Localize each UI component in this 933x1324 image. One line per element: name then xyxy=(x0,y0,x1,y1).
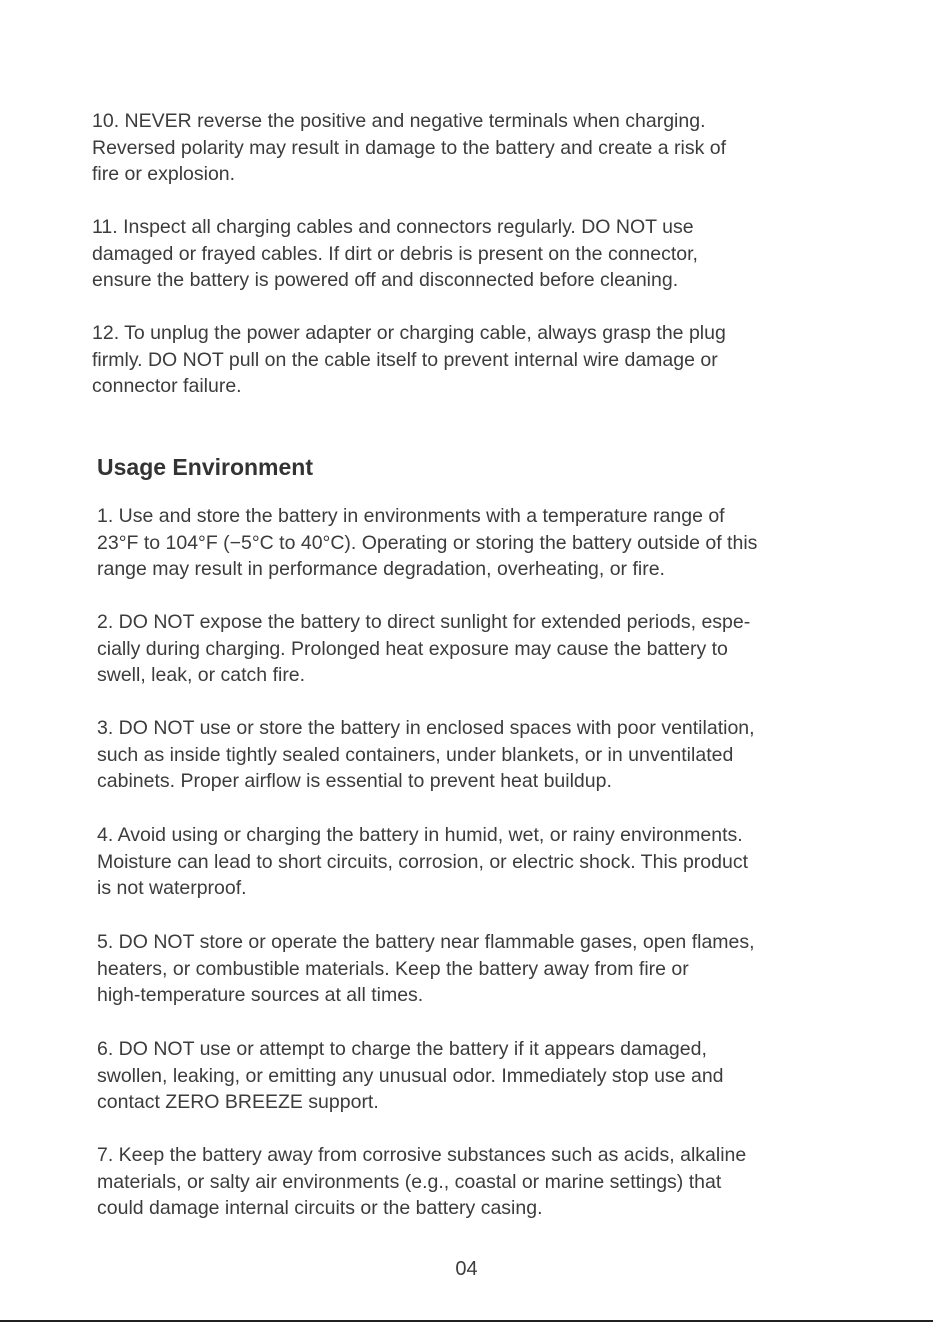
text-line: could damage internal circuits or the battery casing. xyxy=(97,1197,543,1219)
text-line: firmly. DO NOT pull on the cable itself to prevent internal wire damage or xyxy=(92,348,718,371)
charging-item-11 xyxy=(92,214,698,294)
text-line: swell, leak, or catch fire. xyxy=(97,664,306,686)
text-line: 6. DO NOT use or attempt to charge the battery if it appears damaged, xyxy=(97,1038,707,1060)
text-line: 7. Keep the battery away from corrosive substances such as acids, alkaline xyxy=(97,1144,747,1166)
text-line: heaters, or combustible materials. Keep the battery away from fire or xyxy=(97,957,689,980)
text-line: 10. NEVER reverse the positive and negative terminals when charging. xyxy=(92,110,706,132)
text-line: such as inside tightly sealed containers, under blankets, or in unventilated xyxy=(97,743,734,766)
text-line: 5. DO NOT store or operate the battery near flammable gases, open flames, xyxy=(97,931,755,953)
usage-item-7 xyxy=(97,1142,746,1222)
text-line: cabinets. Proper airflow is essential to prevent heat buildup. xyxy=(97,770,612,792)
text-line: 11. Inspect all charging cables and connectors regularly. DO NOT use xyxy=(92,216,694,238)
text-line: 12. To unplug the power adapter or charging cable, always grasp the plug xyxy=(92,322,726,344)
usage-item-4 xyxy=(97,822,748,902)
text-line: 1. Use and store the battery in environments with a temperature range of xyxy=(97,505,725,527)
text-line: 2. DO NOT expose the battery to direct sunlight for extended periods, espe- xyxy=(97,611,751,633)
text-line: Moisture can lead to short circuits, corrosion, or electric shock. This product xyxy=(97,850,748,873)
text-line: contact ZERO BREEZE support. xyxy=(97,1091,379,1113)
usage-item-3 xyxy=(97,715,755,795)
text-line: connector failure. xyxy=(92,375,242,397)
charging-item-12 xyxy=(92,320,726,400)
text-line: 23°F to 104°F (−5°C to 40°C). Operating or storing the battery outside of this xyxy=(97,531,758,554)
section-title-usage-environment: Usage Environment xyxy=(97,454,313,480)
text-line: fire or explosion. xyxy=(92,163,236,185)
text-line: is not waterproof. xyxy=(97,877,247,899)
bottom-divider xyxy=(0,1320,933,1322)
page-number: 04 xyxy=(455,1258,478,1280)
text-line: materials, or salty air environments (e.g., coastal or marine settings) that xyxy=(97,1170,722,1193)
text-line: ensure the battery is powered off and disconnected before cleaning. xyxy=(92,269,679,291)
text-line: cially during charging. Prolonged heat exposure may cause the battery to xyxy=(97,637,728,660)
usage-item-6 xyxy=(97,1036,724,1116)
text-line: Reversed polarity may result in damage to the battery and create a risk of xyxy=(92,136,727,159)
text-line: range may result in performance degradation, overheating, or fire. xyxy=(97,558,665,580)
usage-item-2 xyxy=(97,609,750,689)
text-line: swollen, leaking, or emitting any unusual odor. Immediately stop use and xyxy=(97,1064,724,1087)
text-line: 4. Avoid using or charging the battery in humid, wet, or rainy environments. xyxy=(97,824,743,846)
usage-item-1 xyxy=(97,503,757,583)
text-line: damaged or frayed cables. If dirt or debris is present on the connector, xyxy=(92,242,698,265)
usage-item-5 xyxy=(97,929,755,1009)
charging-item-10 xyxy=(92,108,726,188)
text-line: high-temperature sources at all times. xyxy=(97,984,424,1006)
text-line: 3. DO NOT use or store the battery in enclosed spaces with poor ventilation, xyxy=(97,717,755,739)
